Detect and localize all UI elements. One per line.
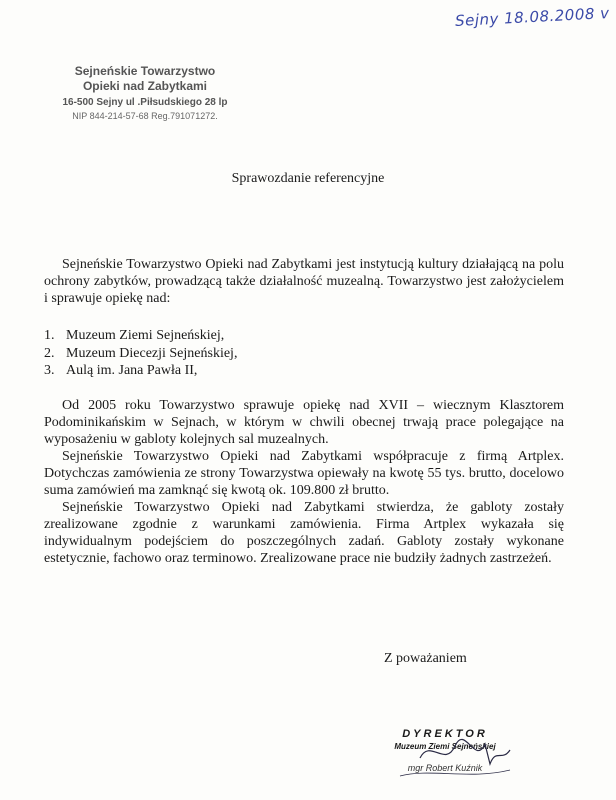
- intro-paragraph: Sejneńskie Towarzystwo Opieki nad Zabytkami jest instytucją kultury działającą na polu ochrony zabytków, prowadzącą także działalność muzealną. Towarzystwo jest założycielem i sprawuje opiekę nad:: [44, 257, 564, 306]
- handwritten-date: Sejny 18.08.2008 v: [454, 3, 610, 31]
- list-item-number: 1.: [44, 328, 55, 343]
- stamp-address: 16-500 Sejny ul .Piłsudskiego 28 lp: [62, 97, 228, 108]
- stamp-line-2: Opieki nad Zabytkami: [82, 79, 208, 93]
- list-item: [44, 362, 564, 380]
- institution-list: [44, 327, 564, 380]
- list-item: [44, 327, 564, 345]
- list-item-number: 2.: [44, 345, 55, 361]
- closing-salutation: Z poważaniem: [384, 651, 467, 666]
- list-item-number: 3.: [44, 363, 55, 378]
- stamp-registration: NIP 844-214-57-68 Reg.791071272.: [72, 111, 218, 121]
- body-paragraph-2: Sejneńskie Towarzystwo Opieki nad Zabytkami współpracuje z firmą Artplex. Dotychczas zamówienia ze strony Towarzystwa opiewały na kwotę 55 tys. brutto, docelowo suma zamówień ma zamknąć się kwotą ok. 109.800 zł brutto.: [44, 448, 564, 498]
- document-body: [44, 256, 564, 567]
- document-title: Sprawozdanie referencyjne: [231, 171, 385, 186]
- signature-block: [360, 728, 530, 774]
- signature-title: DYREKTOR: [402, 728, 488, 740]
- body-paragraph-3: Sejneńskie Towarzystwo Opieki nad Zabytkami stwierdza, że gabloty zostały zrealizowane zgodnie z warunkami zamówienia. Firma Artplex wykazała się indywidualnym podejściem do poszczególnych zadań. Gabloty zostały wykonane estetycznie, fachowo oraz terminowo. Zrealizowane prace nie budziły żadnych zastrzeżeń.: [44, 499, 564, 566]
- signature-name: mgr Robert Kuźnik: [407, 763, 483, 773]
- stamp-line-1: Sejneńskie Towarzystwo: [74, 64, 216, 78]
- list-item-text: Muzeum Ziemi Sejneńskiej,: [66, 328, 225, 343]
- list-item-text: Aulą im. Jana Pawła II,: [66, 363, 198, 378]
- list-item-text: Muzeum Diecezji Sejneńskiej,: [66, 345, 238, 361]
- body-paragraph-1: Od 2005 roku Towarzystwo sprawuje opiekę nad XVII – wiecznym Klasztorem Podominikańskim w Sejnach, w którym w chwili obecnej trwają prace polegające na wyposażeniu w gabloty kolejnych sal muzealnych.: [44, 397, 564, 447]
- organization-stamp: [30, 64, 260, 123]
- signature-institution: Muzeum Ziemi Sejneńskiej: [394, 742, 496, 751]
- list-item: [44, 345, 564, 363]
